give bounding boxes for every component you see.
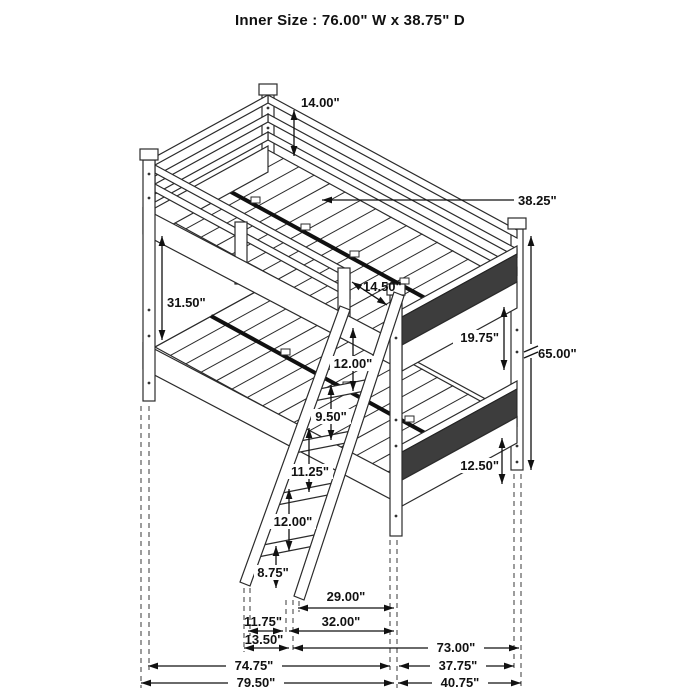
back-left-post-cap	[259, 84, 277, 95]
bracket	[281, 349, 290, 355]
dim-label: 11.75"	[244, 614, 282, 629]
back-right-post-cap	[508, 218, 526, 229]
dim-label: 32.00"	[321, 614, 361, 629]
dim-label: 12.50"	[460, 458, 499, 473]
dim-label: 11.25"	[291, 464, 329, 479]
bracket	[350, 251, 359, 257]
dim-label: 40.75"	[440, 675, 480, 690]
front-left-post	[143, 160, 155, 401]
bracket	[251, 197, 260, 203]
dim-label: 38.25"	[518, 193, 557, 208]
bracket	[405, 416, 414, 422]
dim-label: 12.00"	[273, 514, 313, 529]
dim-label: 79.50"	[236, 675, 276, 690]
dim-label: 13.50"	[244, 632, 284, 647]
dim-label: 14.00"	[301, 95, 340, 110]
dim-label: 14.50"	[363, 279, 402, 294]
dim-label: 31.50"	[167, 295, 206, 310]
dim-label: 73.00"	[436, 640, 476, 655]
dim-label: 12.00"	[333, 356, 373, 371]
dim-label: 29.00"	[326, 589, 366, 604]
dim-label: 37.75"	[438, 658, 478, 673]
front-left-post-cap	[140, 149, 158, 160]
dim-label: 9.50"	[315, 409, 347, 424]
dim-label: 74.75"	[234, 658, 274, 673]
diagram-title: Inner Size : 76.00" W x 38.75" D	[235, 12, 465, 29]
dim-label: 19.75"	[460, 330, 499, 345]
bracket	[301, 224, 310, 230]
dim-label: 8.75"	[257, 565, 289, 580]
dim-label: 65.00"	[538, 346, 577, 361]
